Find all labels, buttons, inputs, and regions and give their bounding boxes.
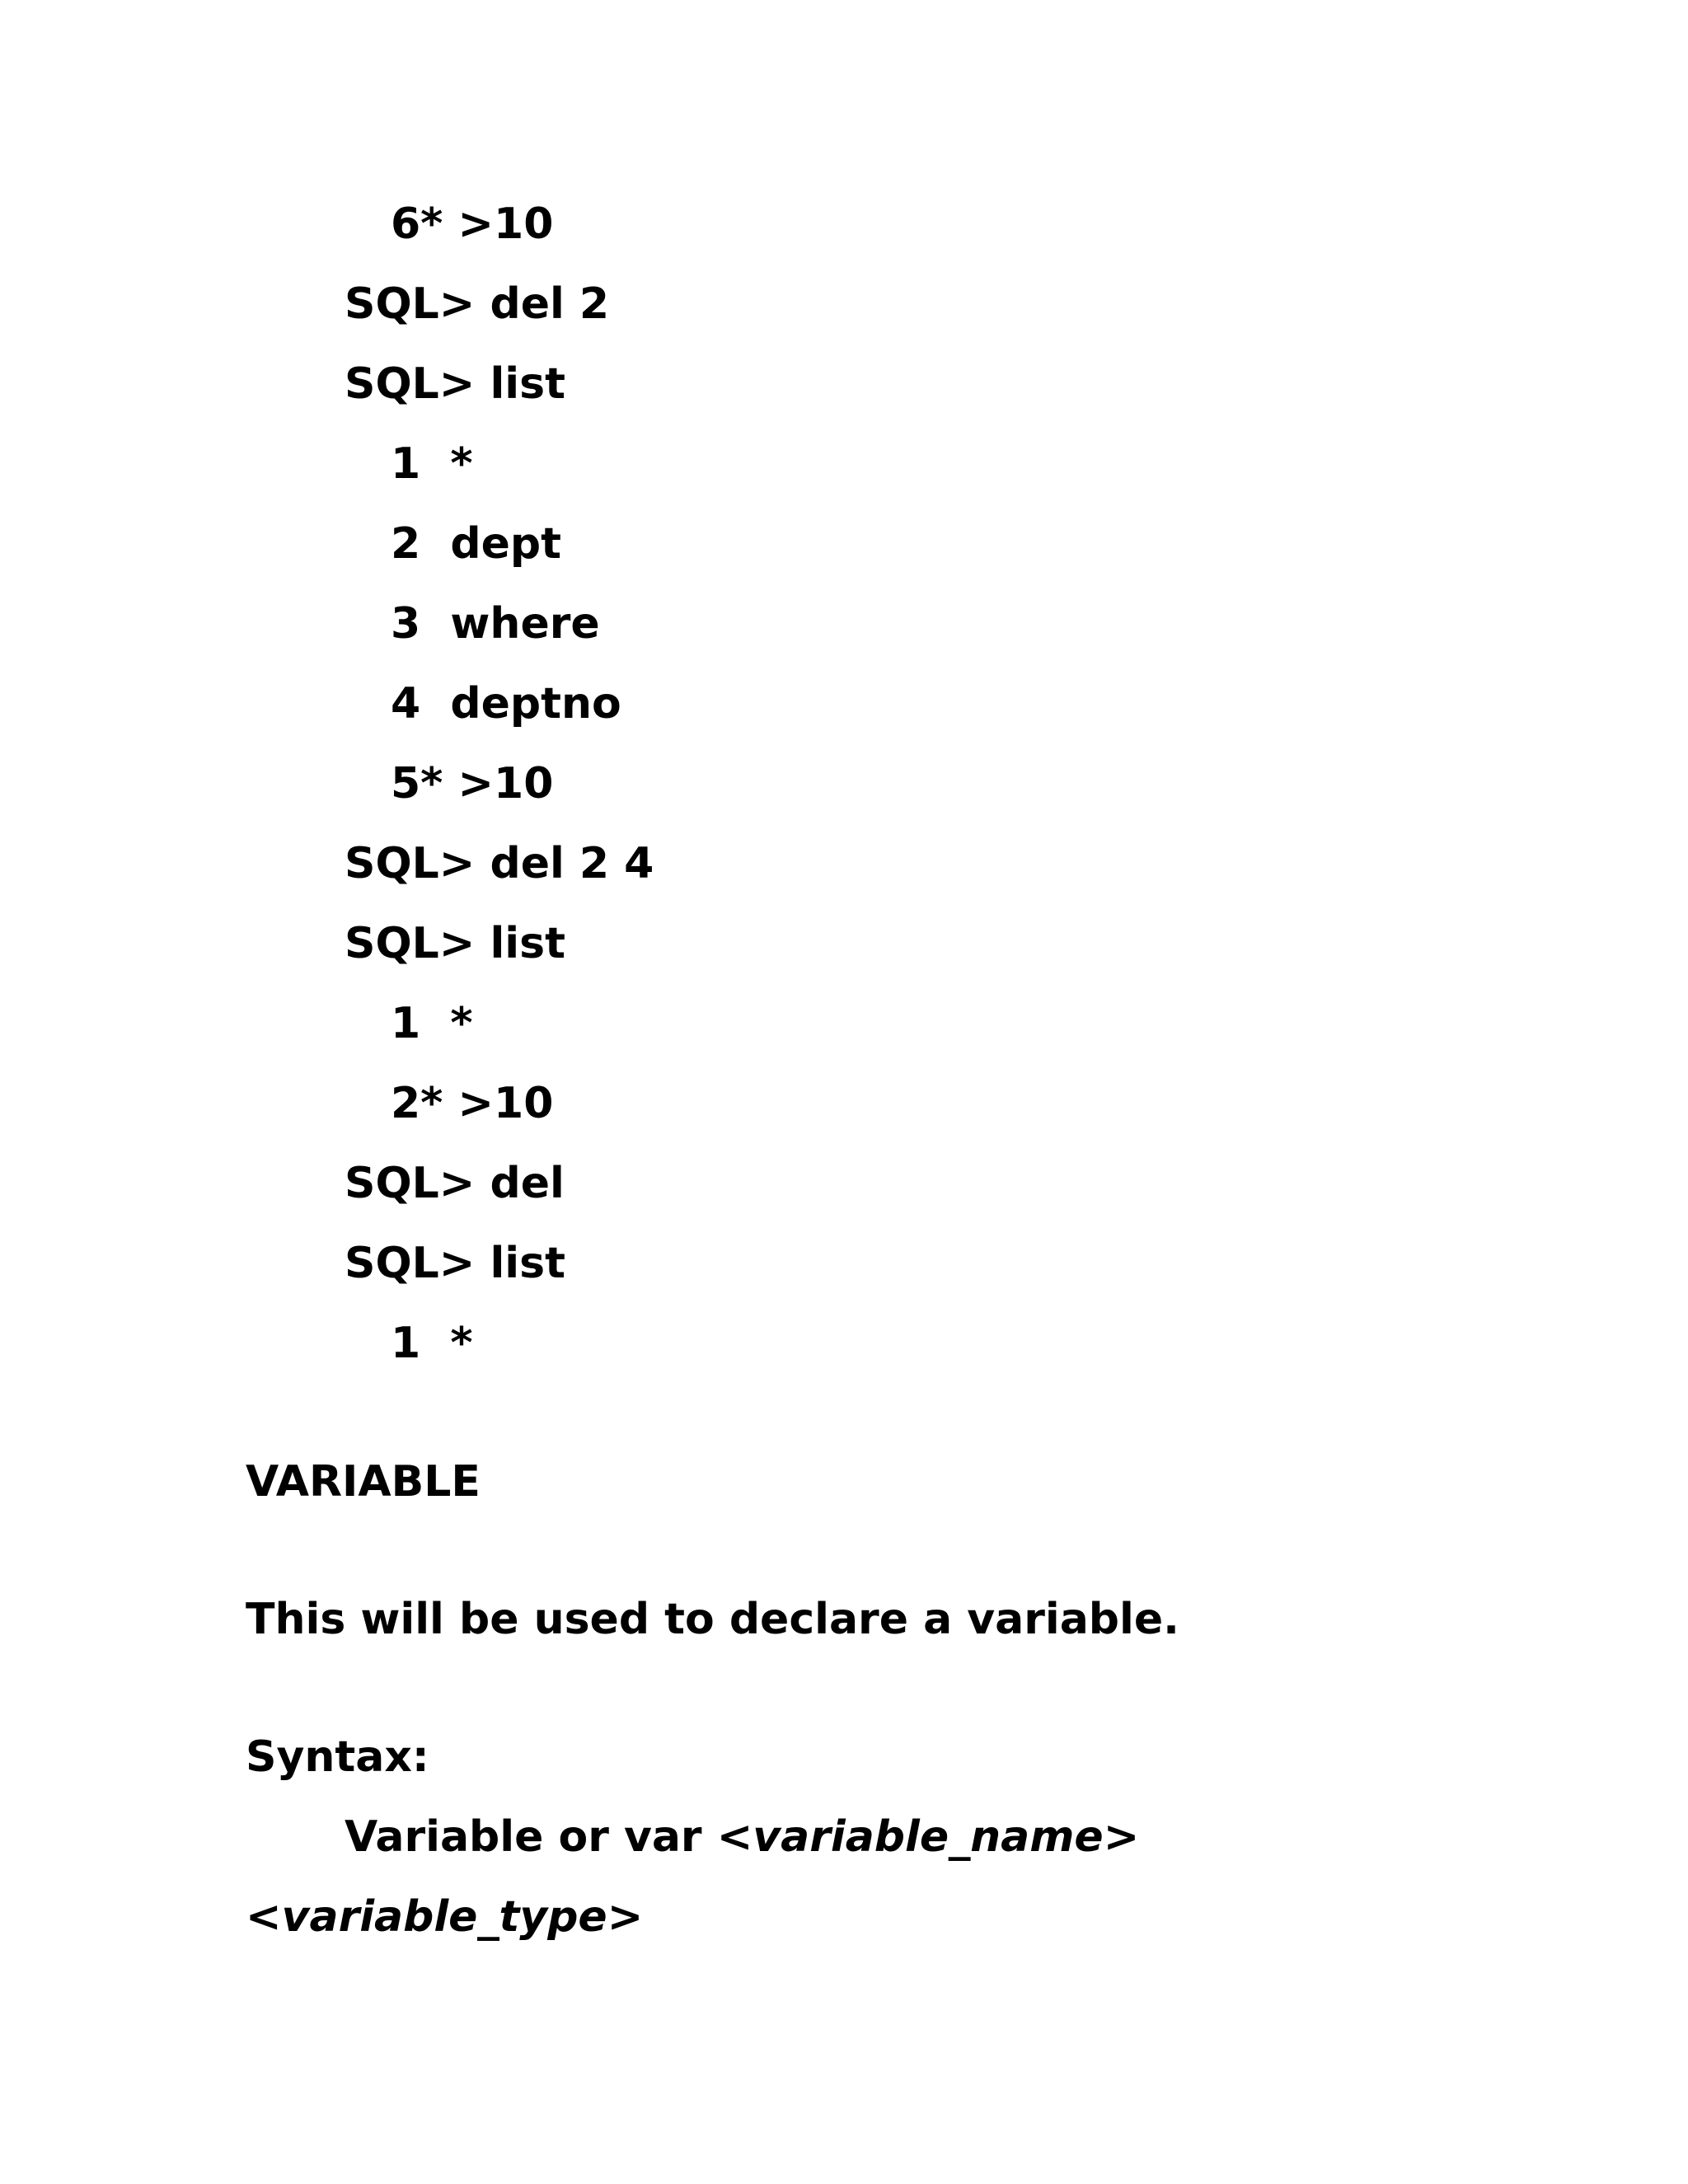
code-line: 4 deptno [391, 679, 621, 729]
syntax-line [345, 1812, 1139, 1862]
syntax-line-continued [246, 1892, 643, 1942]
code-line: SQL> list [345, 1239, 565, 1288]
code-line: SQL> del 2 4 [345, 839, 654, 888]
section-heading: VARIABLE [246, 1457, 481, 1507]
code-line: 5* >10 [391, 759, 554, 808]
syntax-param-variable-name: variable_name [753, 1812, 1104, 1862]
code-line: SQL> list [345, 359, 565, 409]
syntax-bracket-open: < [716, 1812, 753, 1862]
code-line: 1 * [391, 1319, 473, 1368]
code-line: 2 dept [391, 519, 561, 569]
code-line: SQL> del [345, 1159, 565, 1208]
description-text: This will be used to declare a variable. [246, 1595, 1179, 1644]
syntax-param-variable-type: variable_type [281, 1892, 607, 1942]
code-line: SQL> list [345, 919, 565, 968]
code-line: SQL> del 2 [345, 279, 610, 329]
syntax-bracket-close: > [1103, 1812, 1140, 1862]
syntax-label: Syntax: [246, 1732, 429, 1782]
code-line: 3 where [391, 599, 600, 649]
syntax-bracket-open: < [246, 1892, 282, 1942]
syntax-bracket-close: > [607, 1892, 644, 1942]
syntax-keyword: Variable or var [345, 1812, 717, 1862]
code-line: 1 * [391, 999, 473, 1048]
code-line: 1 * [391, 439, 473, 489]
code-line: 6* >10 [391, 199, 554, 249]
code-line: 2* >10 [391, 1079, 554, 1128]
